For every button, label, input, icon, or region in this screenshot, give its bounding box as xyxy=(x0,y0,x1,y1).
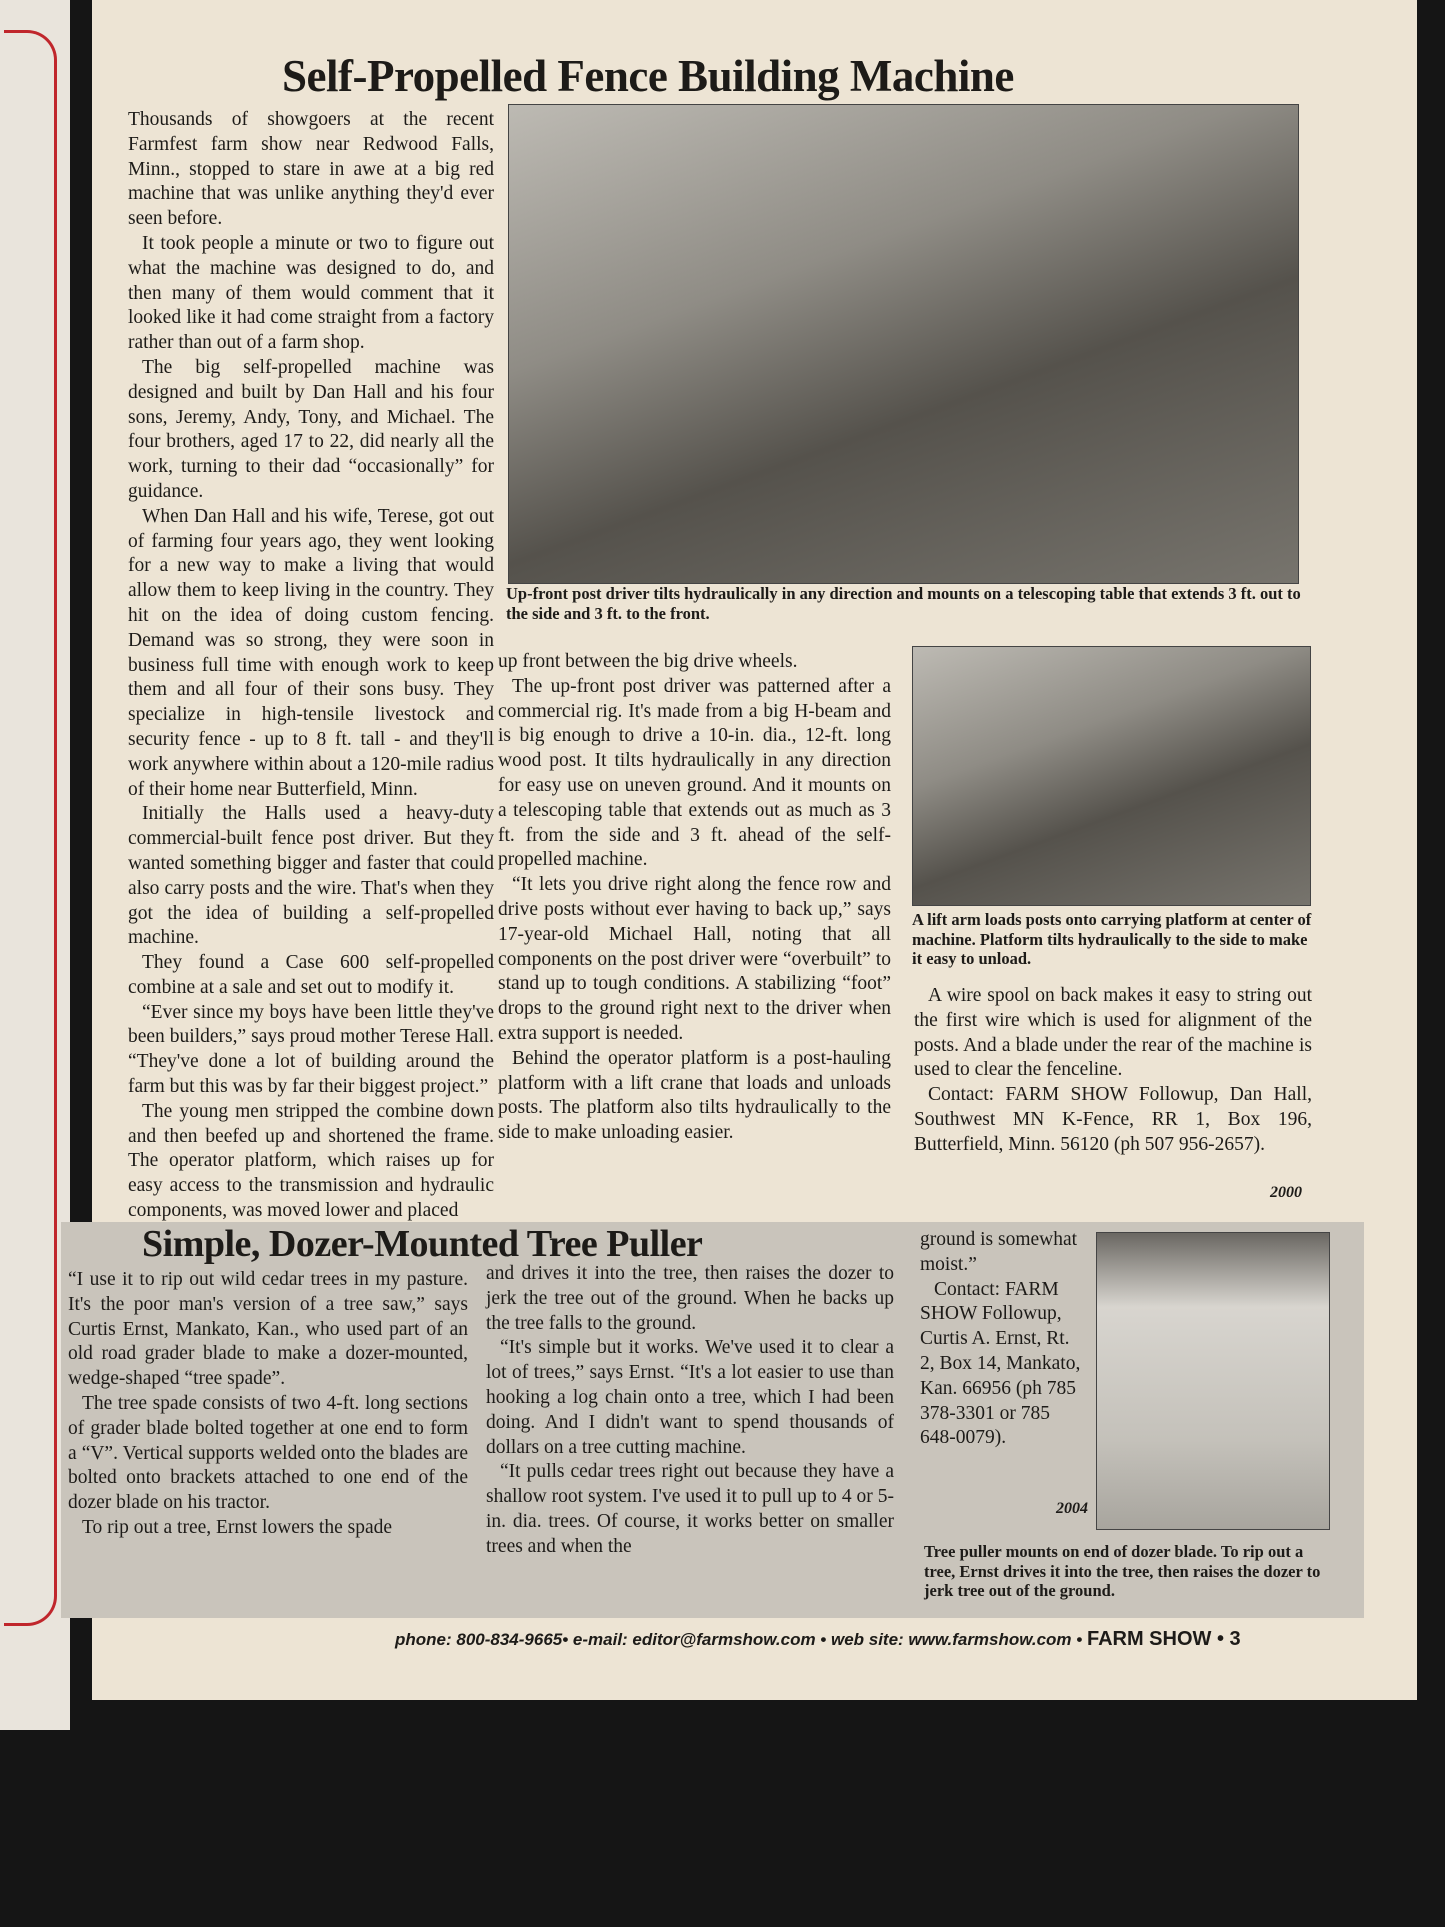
paragraph: “It pulls cedar trees right out because they have a shallow root system. I've used it to pull up to 4 or 5-in. dia. trees. Of course, it works better on smaller trees and when the xyxy=(486,1461,894,1557)
paragraph: Contact: FARM SHOW Followup, Dan Hall, Southwest MN K-Fence, RR 1, Box 196, Butterfield, Minn. 56120 (ph 507 956-2657). xyxy=(914,1084,1312,1155)
paragraph: and drives it into the tree, then raises the dozer to jerk the tree out of the ground. When he backs up the tree falls to the ground. xyxy=(486,1263,894,1334)
article-column-1 xyxy=(128,108,494,1224)
footer-contact: phone: 800-834-9665• e-mail: editor@farmshow.com • web site: www.farmshow.com • xyxy=(395,1630,1083,1649)
paragraph: Initially the Halls used a heavy-duty commercial-built fence post driver. But they wanted something bigger and faster that could also carry posts and the wire. That's when they got the idea of building a self-propelled machine. xyxy=(128,803,494,949)
photo-lift-arm xyxy=(912,646,1311,906)
article-code: 2000 xyxy=(1270,1184,1302,1201)
paragraph: To rip out a tree, Ernst lowers the spade xyxy=(82,1516,393,1538)
photo-tree-puller xyxy=(1096,1232,1330,1530)
article-2-column-3 xyxy=(920,1228,1088,1451)
paragraph: Thousands of showgoers at the recent Farmfest farm show near Redwood Falls, Minn., stopped to stare in awe at a big red machine that was unlike anything they'd ever seen before. xyxy=(128,109,494,230)
paragraph: The up-front post driver was patterned after a commercial rig. It's made from a big H-beam and is big enough to drive a 10-in. dia., 12-ft. long wood post. It tilts hydraulically in any direction for easy use on uneven ground. And it mounts on a telescoping table that extends out as much as 3 ft. from the side and 3 ft. ahead of the self-propelled machine. xyxy=(498,675,891,871)
photo-fence-machine xyxy=(508,104,1299,584)
paragraph: Contact: FARM SHOW Followup, Curtis A. Ernst, Rt. 2, Box 14, Mankato, Kan. 66956 (ph 785 378-3301 or 785 648-0079). xyxy=(920,1278,1081,1449)
paragraph: It took people a minute or two to figure out what the machine was designed to do, and then many of them would comment that it looked like it had come straight from a factory rather than out of a farm shop. xyxy=(128,232,494,354)
paragraph: A wire spool on back makes it easy to string out the first wire which is used for alignment of the posts. And a blade under the rear of the machine is used to clear the fenceline. xyxy=(914,985,1312,1081)
facing-page-edge xyxy=(0,0,70,1730)
paragraph: When Dan Hall and his wife, Terese, got out of farming four years ago, they went looking for a new way to make a living that would allow them to keep living in the country. They hit on the idea of doing custom fencing. Demand was so strong, they were soon in business full time with enough work to keep them and all four of their sons busy. They specialize in high-tensile livestock and security fence - up to 8 ft. tall - and they'll work anywhere within about a 120-mile radius of their home near Butterfield, Minn. xyxy=(128,505,494,800)
paragraph: The big self-propelled machine was designed and built by Dan Hall and his four sons, Jeremy, Andy, Tony, and Michael. The four brothers, aged 17 to 22, did nearly all the work, turning to their dad “occasionally” for guidance. xyxy=(128,356,494,502)
paragraph: up front between the big drive wheels. xyxy=(498,651,798,672)
footer-brand: FARM SHOW • 3 xyxy=(1086,1628,1241,1650)
paragraph: Behind the operator platform is a post-hauling platform with a lift crane that loads and unloads posts. The platform also tilts hydraulically to the side to make unloading easier. xyxy=(498,1047,891,1144)
paragraph: They found a Case 600 self-propelled combine at a sale and set out to modify it. xyxy=(128,952,494,998)
paragraph: The tree spade consists of two 4-ft. long sections of grader blade bolted together at one end to form a “V”. Vertical supports welded onto the blades are bolted onto brackets attached to one end of the dozer blade on his tractor. xyxy=(68,1392,468,1514)
paragraph: ground is somewhat moist.” xyxy=(920,1229,1078,1275)
article-title: Self-Propelled Fence Building Machine xyxy=(282,51,1014,101)
article-2-title: Simple, Dozer-Mounted Tree Puller xyxy=(142,1223,703,1265)
paragraph: “I use it to rip out wild cedar trees in my pasture. It's the poor man's version of a tree saw,” says Curtis Ernst, Mankato, Kan., who used part of an old road grader blade to make a dozer-mounted, wedge-shaped “tree spade”. xyxy=(68,1269,468,1390)
page-footer xyxy=(395,1628,1241,1651)
photo-caption: A lift arm loads posts onto carrying platform at center of machine. Platform tilts hydraulically to the side to make it easy to unload. xyxy=(912,910,1312,968)
article-column-3 xyxy=(914,984,1312,1158)
red-border xyxy=(4,30,57,1626)
paragraph: The young men stripped the combine down and then beefed up and shortened the frame. The operator platform, which raises up for easy access to the transmission and hydraulic components, was moved lower and placed xyxy=(128,1100,494,1222)
paragraph: “It lets you drive right along the fence row and drive posts without ever having to back up,” says 17-year-old Michael Hall, noting that all components on the post driver were “overbuilt” to stand up to tough conditions. A stabilizing “foot” drops to the ground right next to the driver when extra support is needed. xyxy=(498,874,891,1044)
photo-caption: Up-front post driver tilts hydraulically in any direction and mounts on a telescoping table that extends 3 ft. out to the side and 3 ft. to the front. xyxy=(506,584,1301,623)
article-2-column-2 xyxy=(486,1262,894,1560)
magazine-page xyxy=(68,0,1417,1700)
article-2-code: 2004 xyxy=(1056,1500,1088,1517)
photo-caption: Tree puller mounts on end of dozer blade. To rip out a tree, Ernst drives it into the tree, then raises the dozer to jerk tree out of the ground. xyxy=(924,1542,1321,1600)
paragraph: “Ever since my boys have been little they've been builders,” says proud mother Terese Hall. “They've done a lot of building around the farm but this was by far their biggest project.” xyxy=(128,1001,494,1098)
article-column-2 xyxy=(498,650,891,1146)
article-2-column-1 xyxy=(68,1268,468,1541)
paragraph: “It's simple but it works. We've used it to clear a lot of trees,” says Ernst. “It's a lot easier to use than hooking a log chain onto a tree, which I had been doing. And I didn't want to spend thousands of dollars on a tree cutting machine. xyxy=(486,1337,894,1458)
